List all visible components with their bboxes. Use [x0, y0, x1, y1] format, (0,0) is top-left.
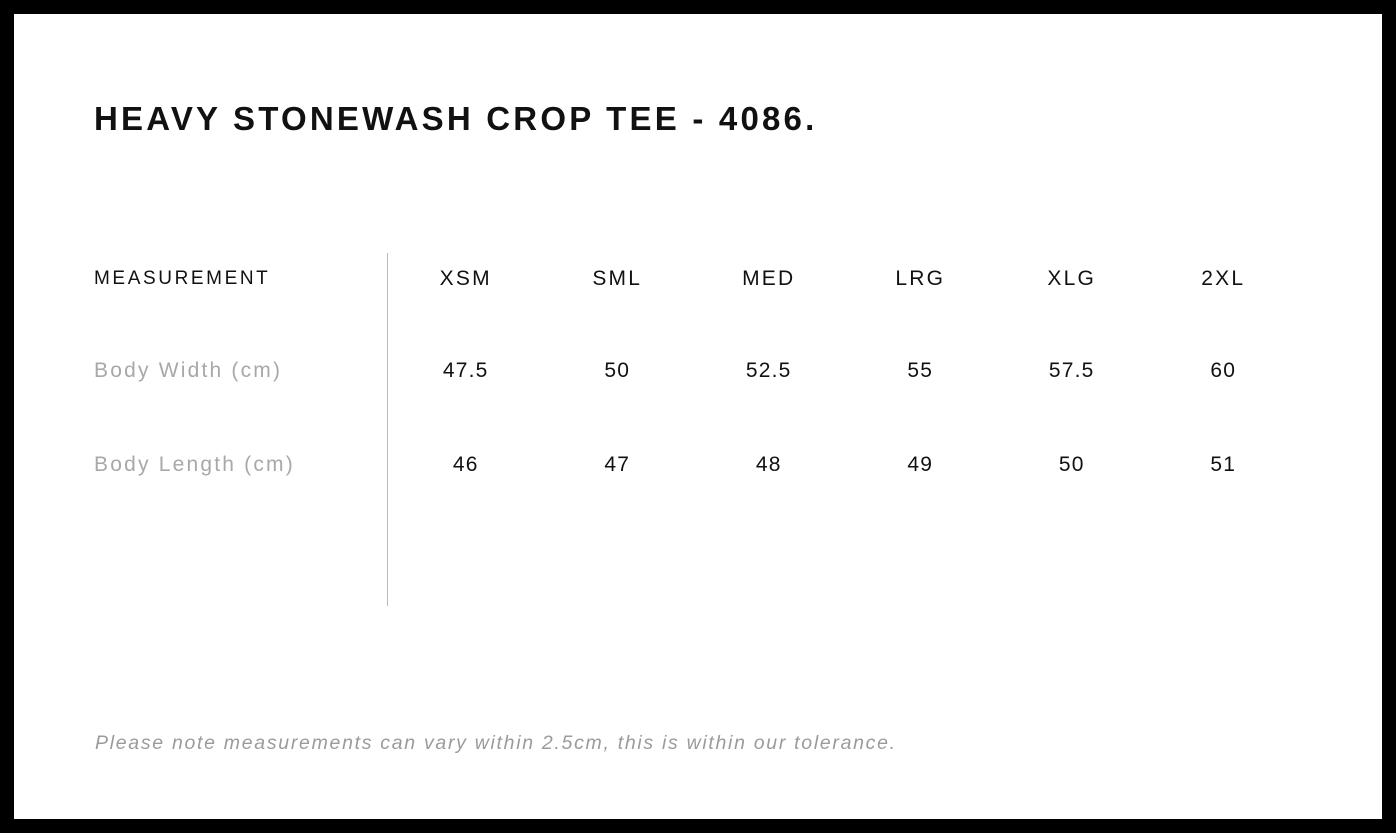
- size-table-container: [94, 234, 1314, 512]
- table-row: [94, 418, 1299, 512]
- size-table: [94, 234, 1299, 512]
- row-label-body-length: Body Length (cm): [94, 453, 295, 476]
- cell-body-length-sml: 47: [604, 453, 631, 476]
- column-header-size-med: MED: [742, 267, 796, 290]
- cell-body-length-xsm: 46: [452, 453, 479, 476]
- page-title: HEAVY STONEWASH CROP TEE - 4086.: [94, 100, 818, 137]
- cell-body-width-xlg: 57.5: [1048, 359, 1095, 382]
- table-header-row: [94, 234, 1299, 324]
- column-header-size-2xl: 2XL: [1201, 267, 1246, 290]
- column-header-size-xlg: XLG: [1047, 267, 1097, 290]
- cell-body-length-xlg: 50: [1058, 453, 1085, 476]
- table-row: [94, 324, 1299, 418]
- cell-body-width-lrg: 55: [907, 359, 934, 382]
- size-chart-page: [14, 14, 1382, 819]
- cell-body-length-lrg: 49: [907, 453, 934, 476]
- row-label-body-width: Body Width (cm): [94, 359, 283, 382]
- cell-body-length-med: 48: [755, 453, 782, 476]
- tolerance-note: Please note measurements can vary within 2.5cm, this is within our tolerance.: [95, 732, 897, 754]
- cell-body-width-xsm: 47.5: [442, 359, 489, 382]
- cell-body-width-2xl: 60: [1210, 359, 1237, 382]
- cell-body-width-sml: 50: [604, 359, 631, 382]
- column-header-size-xsm: XSM: [439, 267, 492, 290]
- cell-body-width-med: 52.5: [745, 359, 792, 382]
- column-header-measurement: MEASUREMENT: [94, 268, 271, 289]
- column-header-size-sml: SML: [592, 267, 643, 290]
- cell-body-length-2xl: 51: [1210, 453, 1237, 476]
- column-header-size-lrg: LRG: [895, 267, 946, 290]
